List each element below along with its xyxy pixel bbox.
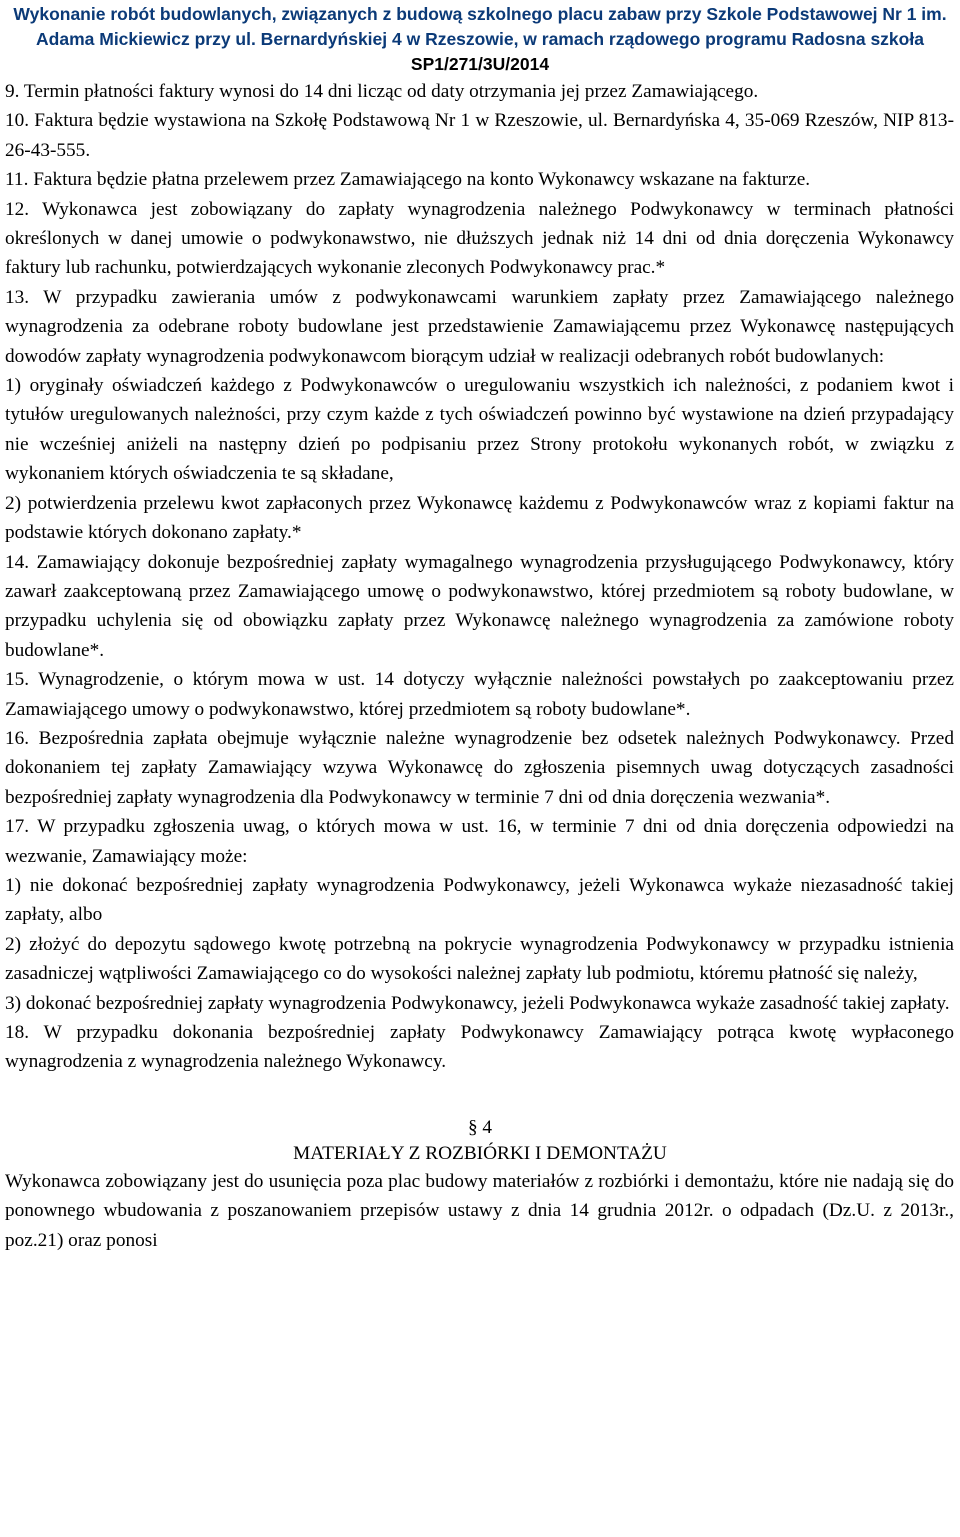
paragraph-16: 16. Bezpośrednia zapłata obejmuje wyłącznie należne wynagrodzenie bez odsetek należnych Podwykonawcy. Przed dokonaniem tej zapłaty Zamawiający wzywa Wykonawcę do zgłoszenia pisemnych uwag dotyczących zasadności bezpośredniej zapłaty wynagrodzenia dla Podwykonawcy w terminie 7 dni od dnia doręczenia wezwania*. xyxy=(5,727,954,808)
document-header xyxy=(0,0,960,77)
document-body xyxy=(0,77,960,1077)
paragraph-18: 18. W przypadku dokonania bezpośredniej zapłaty Podwykonawcy Zamawiający potrąca kwotę wypłaconego wynagrodzenia z wynagrodzenia należnego Wykonawcy. xyxy=(5,1022,954,1073)
paragraph-13: 13. W przypadku zawierania umów z podwykonawcami warunkiem zapłaty przez Zamawiającego należnego wynagrodzenia za odebrane roboty budowlane jest przedstawienie Zamawiającemu przez Wykonawcę następujących dowodów zapłaty wynagrodzenia podwykonawcom biorącym udział w realizacji odebranych robót budowlanych: xyxy=(5,286,954,367)
paragraph-13-item-1: 1) oryginały oświadczeń każdego z Podwykonawców o uregulowaniu wszystkich ich należności, z podaniem kwot i tytułów uregulowanych należności, przy czym każde z tych oświadczeń powinno być wystawione na dzień przypadający nie wcześniej aniżeli na następny dzień po podpisaniu przez Strony protokołu wykonanych robót, w związku z wykonaniem których oświadczenia te są składane, xyxy=(5,375,954,485)
paragraph-10: 10. Faktura będzie wystawiona na Szkołę Podstawową Nr 1 w Rzeszowie, ul. Bernardyńska 4, 35-069 Rzeszów, NIP 813-26-43-555. xyxy=(5,110,954,161)
paragraph-17: 17. W przypadku zgłoszenia uwag, o których mowa w ust. 16, w terminie 7 dni od dnia doręczenia odpowiedzi na wezwanie, Zamawiający może: xyxy=(5,816,954,867)
paragraph-11: 11. Faktura będzie płatna przelewem przez Zamawiającego na konto Wykonawcy wskazane na fakturze. xyxy=(5,169,811,191)
paragraph-15: 15. Wynagrodzenie, o którym mowa w ust. 14 dotyczy wyłącznie należności powstałych po zaakceptowaniu przez Zamawiającego umowy o podwykonawstwo, której przedmiotem są roboty budowlane*. xyxy=(5,669,954,720)
paragraph-17-item-2: 2) złożyć do depozytu sądowego kwotę potrzebną na pokrycie wynagrodzenia Podwykonawcy w przypadku istnienia zasadniczej wątpliwości Zamawiającego co do wysokości należnej zapłaty lub podmiotu, któremu płatność się należy, xyxy=(5,933,954,985)
section-title: MATERIAŁY Z ROZBIÓRKI I DEMONTAŻU xyxy=(293,1142,667,1164)
paragraph-13-item-2: 2) potwierdzenia przelewu kwot zapłaconych przez Wykonawcę każdemu z Podwykonawców wraz z kopiami faktur na podstawie których dokonano zapłaty.* xyxy=(5,492,954,544)
paragraph-17-item-1: 1) nie dokonać bezpośredniej zapłaty wynagrodzenia Podwykonawcy, jeżeli Wykonawca wykaże niezasadność takiej zapłaty, albo xyxy=(5,874,954,926)
header-reference-number: SP1/271/3U/2014 xyxy=(410,54,550,74)
paragraph-17-item-3: 3) dokonać bezpośredniej zapłaty wynagrodzenia Podwykonawcy, jeżeli Podwykonawca wykaże zasadność takiej zapłaty. xyxy=(5,992,950,1014)
header-title-line-2: Adama Mickiewicz przy ul. Bernardyńskiej 4 w Rzeszowie, w ramach rządowego programu Radosna szkoła xyxy=(36,29,924,49)
section-paragraph: Wykonawca zobowiązany jest do usunięcia poza plac budowy materiałów z rozbiórki i demontażu, które nie nadają się do ponownego wbudowania z poszanowaniem przepisów ustawy z dnia 14 grudnia 2012r. o odpadach (Dz.U. z 2013r., poz.21) oraz ponosi xyxy=(5,1170,954,1251)
paragraph-14: 14. Zamawiający dokonuje bezpośredniej zapłaty wymagalnego wynagrodzenia przysługującego Podwykonawcy, który zawarł zaakceptowaną przez Zamawiającego umowę o podwykonawstwo, której przedmiotem są roboty budowlane, w przypadku uchylenia się od obowiązku zapłaty przez Wykonawcę należnego wynagrodzenia za zamówione roboty budowlane*. xyxy=(5,551,954,661)
section-body xyxy=(0,1167,960,1255)
section-number: § 4 xyxy=(467,1116,493,1138)
paragraph-12: 12. Wykonawca jest zobowiązany do zapłaty wynagrodzenia należnego Podwykonawcy w terminach płatności określonych w danej umowie o podwykonawstwo, nie dłuższych jednak niż 14 dni od dnia doręczenia Wykonawcy faktury lub rachunku, potwierdzających wykonanie zleconych Podwykonawcy prac.* xyxy=(5,198,954,279)
header-title-line-1: Wykonanie robót budowlanych, związanych z budową szkolnego placu zabaw przy Szkole Podstawowej Nr 1 im. xyxy=(13,4,947,24)
paragraph-9: 9. Termin płatności faktury wynosi do 14 dni licząc od daty otrzymania jej przez Zamawiającego. xyxy=(5,81,759,102)
